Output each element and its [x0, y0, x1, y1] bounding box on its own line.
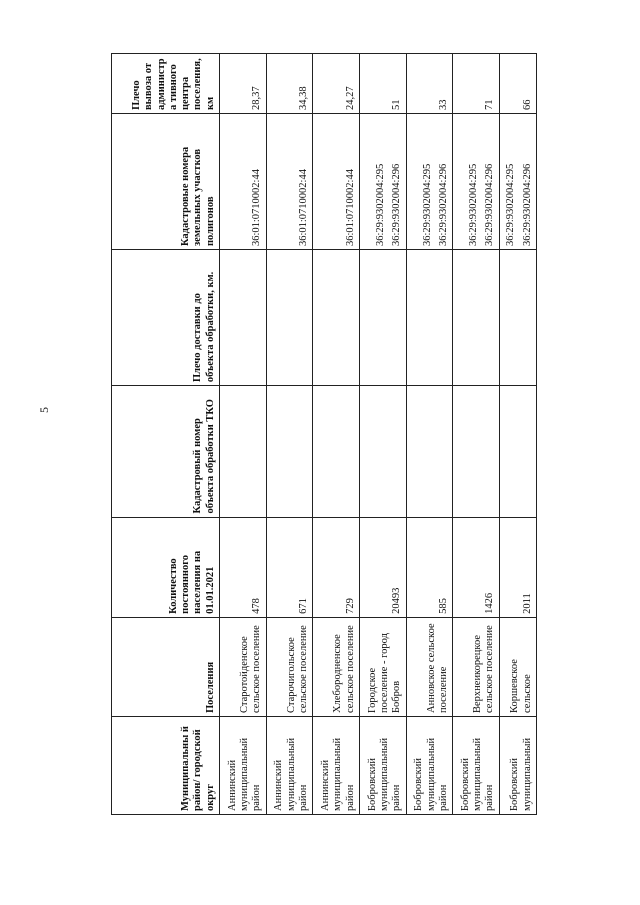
cell-processing-distance	[220, 250, 267, 386]
cell-settlement: Старочигольское сельское поселение	[266, 617, 313, 716]
cell-landfill-cadastral	[266, 114, 313, 250]
cadastral-number: 36:29:9302004:296	[484, 163, 496, 247]
table-row	[453, 54, 500, 815]
cell-landfill-cadastral	[359, 114, 406, 250]
cell-landfill-cadastral	[220, 114, 267, 250]
cell-district: Бобровский муниципальный район	[359, 717, 406, 815]
cell-processing-distance	[266, 250, 313, 386]
cell-processing-distance	[313, 250, 360, 386]
cell-landfill-cadastral	[313, 114, 360, 250]
table-container	[111, 53, 537, 815]
cell-population: 478	[220, 517, 267, 617]
cadastral-number: 36:29:9302004:295	[421, 163, 433, 247]
header-district: Муниципальны й район/ городской округ	[112, 717, 220, 815]
cadastral-number: 36:29:9302004:295	[505, 163, 517, 247]
cell-processing-cadastral	[220, 386, 267, 517]
cell-district: Аннинский муниципальный район	[266, 717, 313, 815]
table-row	[220, 54, 267, 815]
header-row	[112, 54, 220, 815]
table-row	[359, 54, 406, 815]
cell-settlement: Анновское сельское поселение	[406, 617, 453, 716]
cell-district: Бобровский муниципальный район	[453, 717, 500, 815]
waste-transport-table	[111, 53, 537, 815]
header-processing-distance: Плечо доставки до объекта обработки, км.	[112, 250, 220, 386]
cell-processing-distance	[406, 250, 453, 386]
cell-processing-cadastral	[266, 386, 313, 517]
cell-landfill-cadastral	[406, 114, 453, 250]
header-landfill-cadastral: Кадастровые номера земельных участков полигонов	[112, 114, 220, 250]
cell-settlement: Хлебородненское сельское поселение	[313, 617, 360, 716]
cell-admin-distance: 34,38	[266, 54, 313, 114]
cell-population: 671	[266, 517, 313, 617]
table-row	[313, 54, 360, 815]
rotated-table-frame	[111, 53, 537, 815]
cell-district: Бобровский муниципальный район	[406, 717, 453, 815]
cell-landfill-cadastral	[499, 114, 536, 250]
cell-processing-distance	[453, 250, 500, 386]
cell-processing-cadastral	[359, 386, 406, 517]
cell-admin-distance: 33	[406, 54, 453, 114]
cell-admin-distance: 28,37	[220, 54, 267, 114]
cadastral-number: 36:29:9302004:296	[391, 163, 403, 247]
cell-processing-cadastral	[453, 386, 500, 517]
cadastral-number: 36:29:9302004:296	[437, 163, 449, 247]
cell-processing-cadastral	[313, 386, 360, 517]
cell-population: 1426	[453, 517, 500, 617]
cell-population: 585	[406, 517, 453, 617]
cell-settlement: Городское поселение - город Бобров	[359, 617, 406, 716]
cell-landfill-cadastral	[453, 114, 500, 250]
cadastral-number: 36:29:9302004:296	[521, 163, 533, 247]
cadastral-number: 36:01:0710002:44	[344, 169, 356, 247]
cell-processing-cadastral	[499, 386, 536, 517]
cell-district: Бобровский муниципальный	[499, 717, 536, 815]
cell-processing-distance	[499, 250, 536, 386]
cadastral-number: 36:01:0710002:44	[297, 169, 309, 247]
cell-district: Аннинский муниципальный район	[313, 717, 360, 815]
cell-settlement: Верхнеикорецкое сельское поселение	[453, 617, 500, 716]
page-number: 5	[37, 407, 51, 413]
cell-admin-distance: 71	[453, 54, 500, 114]
table-row	[499, 54, 536, 815]
cell-processing-distance	[359, 250, 406, 386]
cell-population: 2011	[499, 517, 536, 617]
cadastral-number: 36:29:9302004:295	[468, 163, 480, 247]
cell-population: 729	[313, 517, 360, 617]
cadastral-number: 36:29:9302004:295	[374, 163, 386, 247]
cell-settlement: Старотойденское сельское поселение	[220, 617, 267, 716]
header-population: Количество постоянного населения на 01.01.2021	[112, 517, 220, 617]
cell-district: Аннинский муниципальный район	[220, 717, 267, 815]
cell-population: 20493	[359, 517, 406, 617]
cell-processing-cadastral	[406, 386, 453, 517]
table-body	[220, 54, 537, 815]
cell-admin-distance: 66	[499, 54, 536, 114]
cell-settlement: Коршевское сельское	[499, 617, 536, 716]
table-row	[406, 54, 453, 815]
header-processing-cadastral: Кадастровый номер объекта обработки ТКО	[112, 386, 220, 517]
table-row	[266, 54, 313, 815]
cell-admin-distance: 24,27	[313, 54, 360, 114]
cell-admin-distance: 51	[359, 54, 406, 114]
cadastral-number: 36:01:0710002:44	[251, 169, 263, 247]
header-settlement: Поселения	[112, 617, 220, 716]
header-admin-distance: Плечо вывоза от администра тивного центра поселения, км	[112, 54, 220, 114]
